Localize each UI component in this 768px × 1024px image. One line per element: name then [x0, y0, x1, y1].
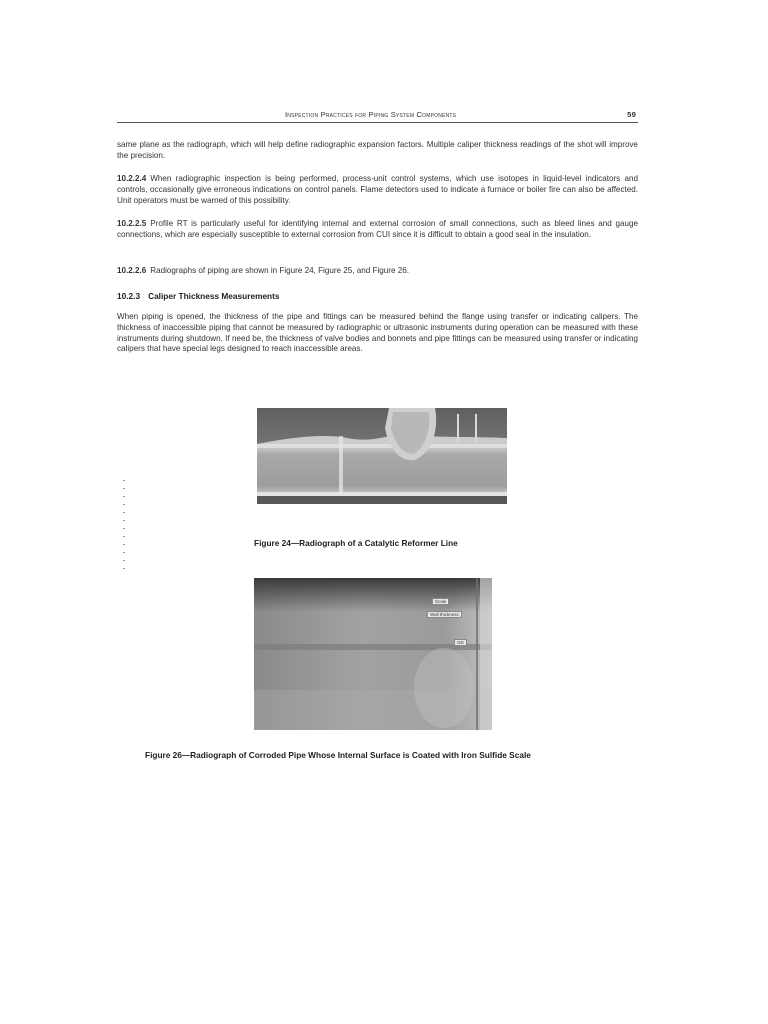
figure-26-label-scale: Scale — [432, 598, 449, 605]
section-number: 10.2.2.5 — [117, 219, 147, 228]
paragraph-text: Profile RT is particularly useful for identifying internal and external corrosion of small connections, such as bleed lines and gauge connections, which are especially susceptible to external corrosion from CUI since it is difficult to obtain a good seal in the insulation. — [117, 219, 638, 239]
margin-tick-marks — [121, 480, 127, 572]
paragraph-text: Radiographs of piping are shown in Figure 24, Figure 25, and Figure 26. — [150, 266, 409, 275]
section-number: 10.2.2.4 — [117, 174, 147, 183]
figure-24-radiograph — [257, 408, 507, 504]
section-title: Caliper Thickness Measurements — [148, 291, 280, 301]
paragraph-continuation — [117, 140, 638, 162]
figure-26-radiograph — [254, 578, 492, 730]
section-heading — [117, 291, 280, 301]
figure-26-caption: Figure 26—Radiograph of Corroded Pipe Whose Internal Surface is Coated with Iron Sulfide Scale — [145, 750, 531, 760]
paragraph-text: When piping is opened, the thickness of the pipe and fittings can be measured behind the flange using transfer or indicating calipers. The thickness of inaccessible piping that cannot be measured by radiographic or ultrasonic instruments during operation can be measured with these instruments during shutdown. If need be, the thickness of valve bodies and bonnets and pipe fittings can be measured using transfer or indicating calipers that have special legs designed to reach inaccessible areas. — [117, 312, 638, 354]
page-number: 59 — [627, 110, 636, 119]
paragraph-10-2-2-5 — [117, 219, 638, 241]
paragraph-text: When radiographic inspection is being performed, process-unit control systems, which use isotopes in liquid-level indicators and controls, occasionally give erroneous indications on control panels. Flame detectors used to indicate a furnace or boiler fire can also be affected. Unit operators must be warned of this possibility. — [117, 174, 638, 205]
section-number: 10.2.2.6 — [117, 266, 147, 275]
paragraph-10-2-2-4 — [117, 174, 638, 206]
paragraph-text: same plane as the radiograph, which will help define radiographic expansion factors. Multiple caliper thickness readings of the shot will improve the precision. — [117, 140, 638, 160]
paragraph-10-2-2-6 — [117, 266, 638, 277]
figure-24-caption: Figure 24—Radiograph of a Catalytic Reformer Line — [254, 538, 458, 548]
figure-26-image — [254, 578, 492, 730]
running-title: Inspection Practices for Piping System Components — [285, 110, 457, 119]
running-header — [117, 108, 638, 123]
paragraph-caliper — [117, 312, 638, 355]
figure-26-label-od: OD — [454, 639, 467, 646]
figure-26-label-wall-thickness: Wall thickness — [427, 611, 462, 618]
section-number: 10.2.3 — [117, 291, 141, 301]
